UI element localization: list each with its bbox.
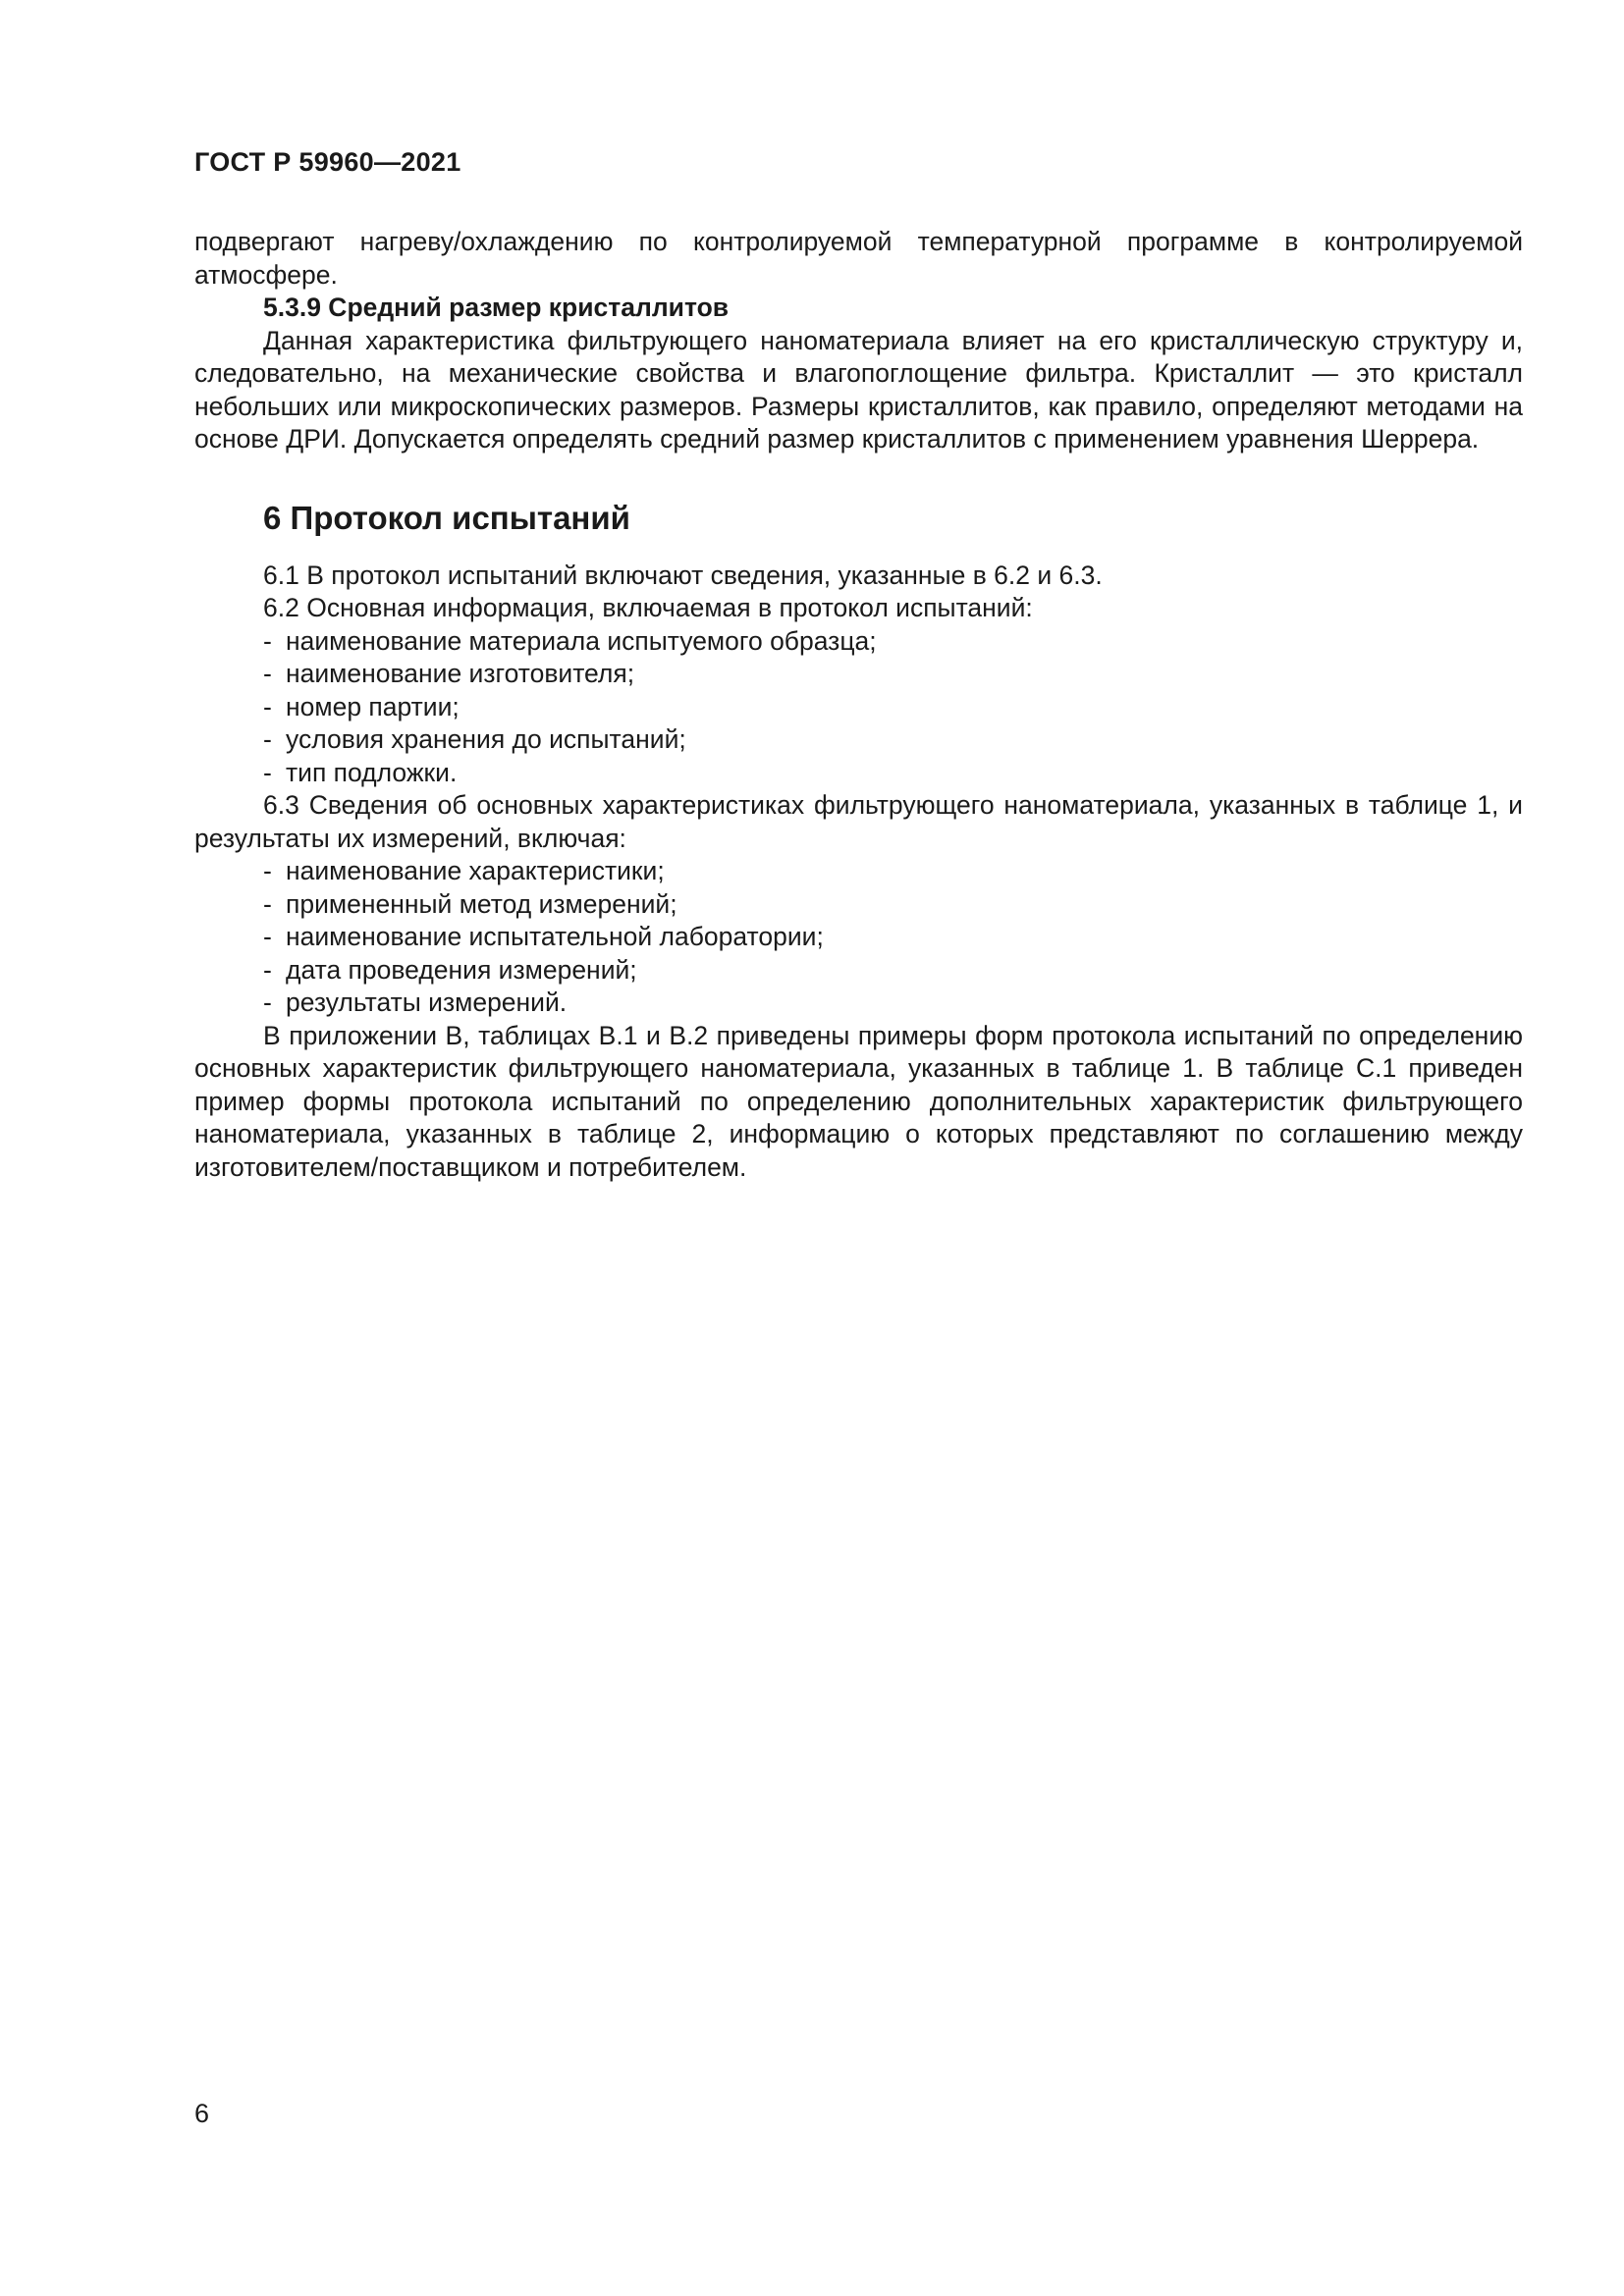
page-number: 6 — [194, 2099, 210, 2128]
dash-marker: - — [263, 625, 272, 656]
list-6-2 — [194, 625, 1523, 790]
dash-marker: - — [263, 954, 272, 985]
list-item: - наименование испытательной лаборатории; — [263, 921, 1523, 954]
paragraph-6-1: 6.1 В протокол испытаний включают сведения, указанные в 6.2 и 6.3. — [263, 560, 1103, 590]
list-item: - наименование характеристики; — [263, 855, 1523, 888]
list-item: - номер партии; — [263, 691, 1523, 724]
list-item: - наименование материала испытуемого образца; — [263, 625, 1523, 659]
list-item: - наименование изготовителя; — [263, 658, 1523, 691]
dash-marker: - — [263, 659, 272, 688]
dash-marker: - — [263, 757, 272, 787]
continuation-paragraph: подвергают нагреву/охлаждению по контролируемой температурной программе в контролируемой атмосфере. — [194, 227, 1523, 290]
dash-marker: - — [263, 856, 272, 885]
paragraph-6-3: 6.3 Сведения об основных характеристиках фильтрующего наноматериала, указанных в таблице 1, и результаты их измерений, включая: — [194, 790, 1523, 853]
closing-paragraph: В приложении В, таблицах В.1 и В.2 приведены примеры форм протокола испытаний по определению основных характеристик фильтрующего наноматериала, указанных в таблице 1. В таблице С.1 приведен пример формы протокола испытаний по определению дополнительных характеристик фильтрующего наноматериала, указанных в таблице 2, информацию о которых представляют по соглашению между изготовителем/поставщиком и потребителем. — [194, 1020, 1523, 1182]
dash-marker: - — [263, 724, 272, 754]
document-body — [194, 226, 1523, 1184]
list-item: - тип подложки. — [263, 757, 1523, 790]
subsection-heading-5-3-9: 5.3.9 Средний размер кристаллитов — [263, 293, 730, 322]
dash-marker: - — [263, 691, 272, 721]
list-item: - условия хранения до испытаний; — [263, 723, 1523, 757]
dash-marker: - — [263, 922, 272, 951]
document-code-header: ГОСТ Р 59960—2021 — [194, 147, 461, 177]
list-item: - результаты измерений. — [263, 987, 1523, 1020]
list-6-3 — [194, 855, 1523, 1020]
dash-marker: - — [263, 988, 272, 1017]
paragraph-6-2: 6.2 Основная информация, включаемая в протокол испытаний: — [263, 593, 1033, 622]
section-title-6: 6 Протокол испытаний — [263, 499, 630, 536]
list-item: - дата проведения измерений; — [263, 954, 1523, 988]
list-item: - примененный метод измерений; — [263, 888, 1523, 922]
dash-marker: - — [263, 888, 272, 919]
paragraph-5-3-9: Данная характеристика фильтрующего наноматериала влияет на его кристаллическую структуру и, следовательно, на механические свойства и влагопоглощение фильтра. Кристаллит — это кристалл небольших или микроскопических размеров. Размеры кристаллитов, как правило, определяют методами на основе ДРИ. Допускается определять средний размер кристаллитов с применением уравнения Шеррера. — [194, 325, 1523, 454]
